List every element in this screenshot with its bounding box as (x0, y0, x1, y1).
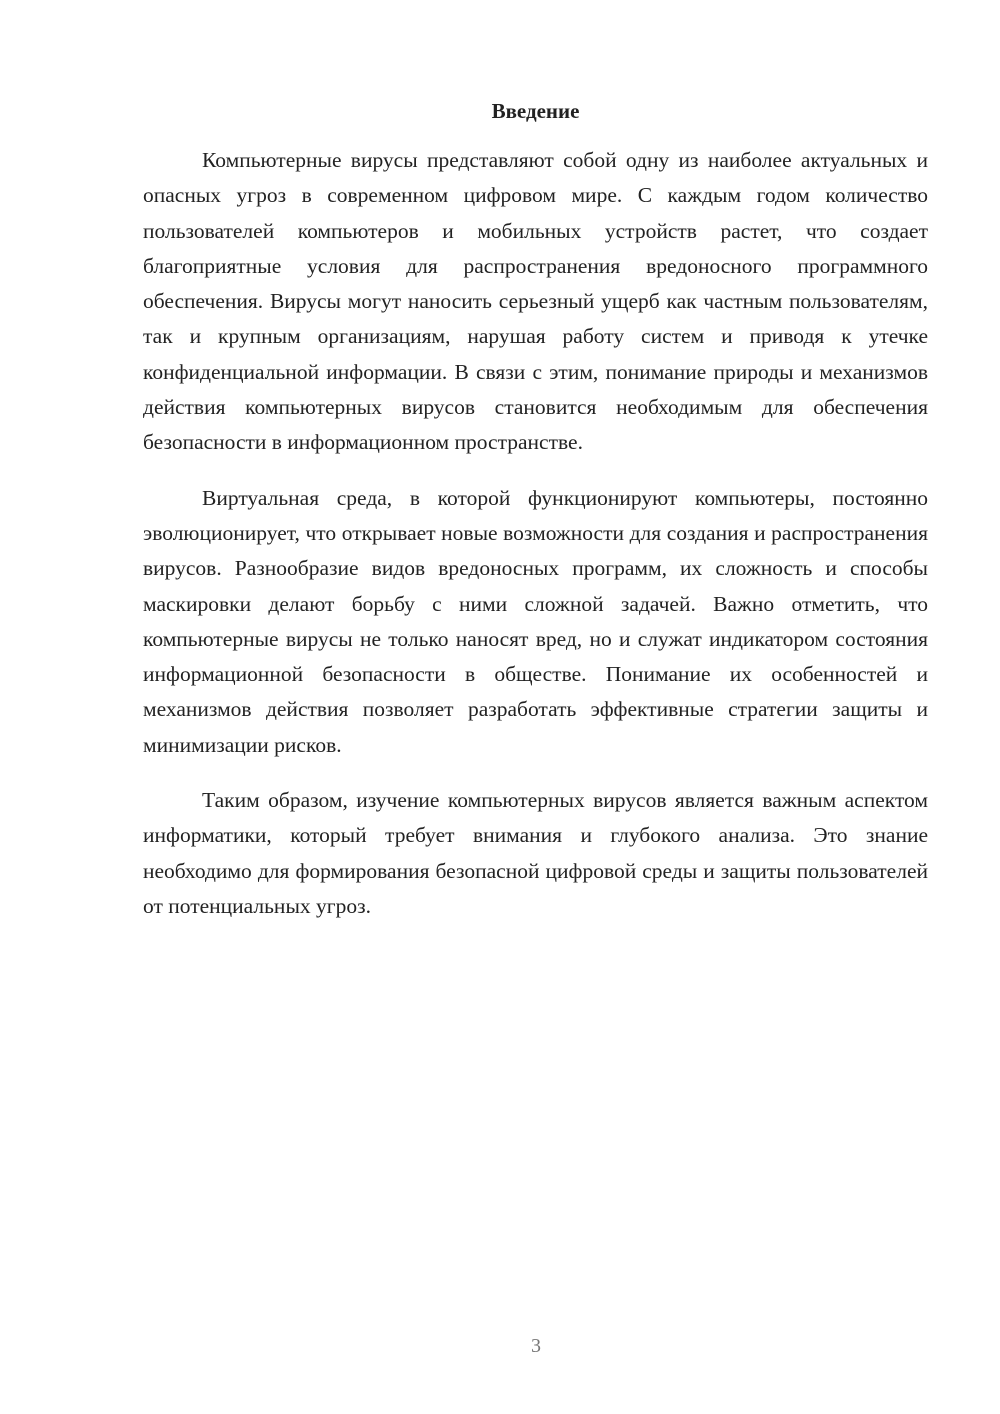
paragraph-1: Компьютерные вирусы представляют собой одну из наиболее актуальных и опасных угроз в современном цифровом мире. С каждым годом количество пользователей компьютеров и мобильных устройств растет, что создает благоприятные условия для распространения вредоносного программного обеспечения. Вирусы могут наносить серьезный ущерб как частным пользователям, так и крупным организациям, нарушая работу систем и приводя к утечке конфиденциальной информации. В связи с этим, понимание природы и механизмов действия компьютерных вирусов становится необходимым для обеспечения безопасности в информационном пространстве. (143, 148, 928, 455)
paragraph-2: Виртуальная среда, в которой функционируют компьютеры, постоянно эволюционирует, что открывает новые возможности для создания и распространения вирусов. Разнообразие видов вредоносных программ, их сложность и способы маскировки делают борьбу с ними сложной задачей. Важно отметить, что компьютерные вирусы не только наносят вред, но и служат индикатором состояния информационной безопасности в обществе. Понимание их особенностей и механизмов действия позволяет разработать эффективные стратегии защиты и минимизации рисков. (143, 485, 928, 757)
document-page (143, 96, 928, 924)
page-number: 3 (531, 1335, 541, 1357)
section-heading: Введение (491, 99, 580, 123)
paragraph-3: Таким образом, изучение компьютерных вирусов является важным аспектом информатики, который требует внимания и глубокого анализа. Это знание необходимо для формирования безопасной цифровой среды и защиты пользователей от потенциальных угроз. (143, 788, 928, 918)
